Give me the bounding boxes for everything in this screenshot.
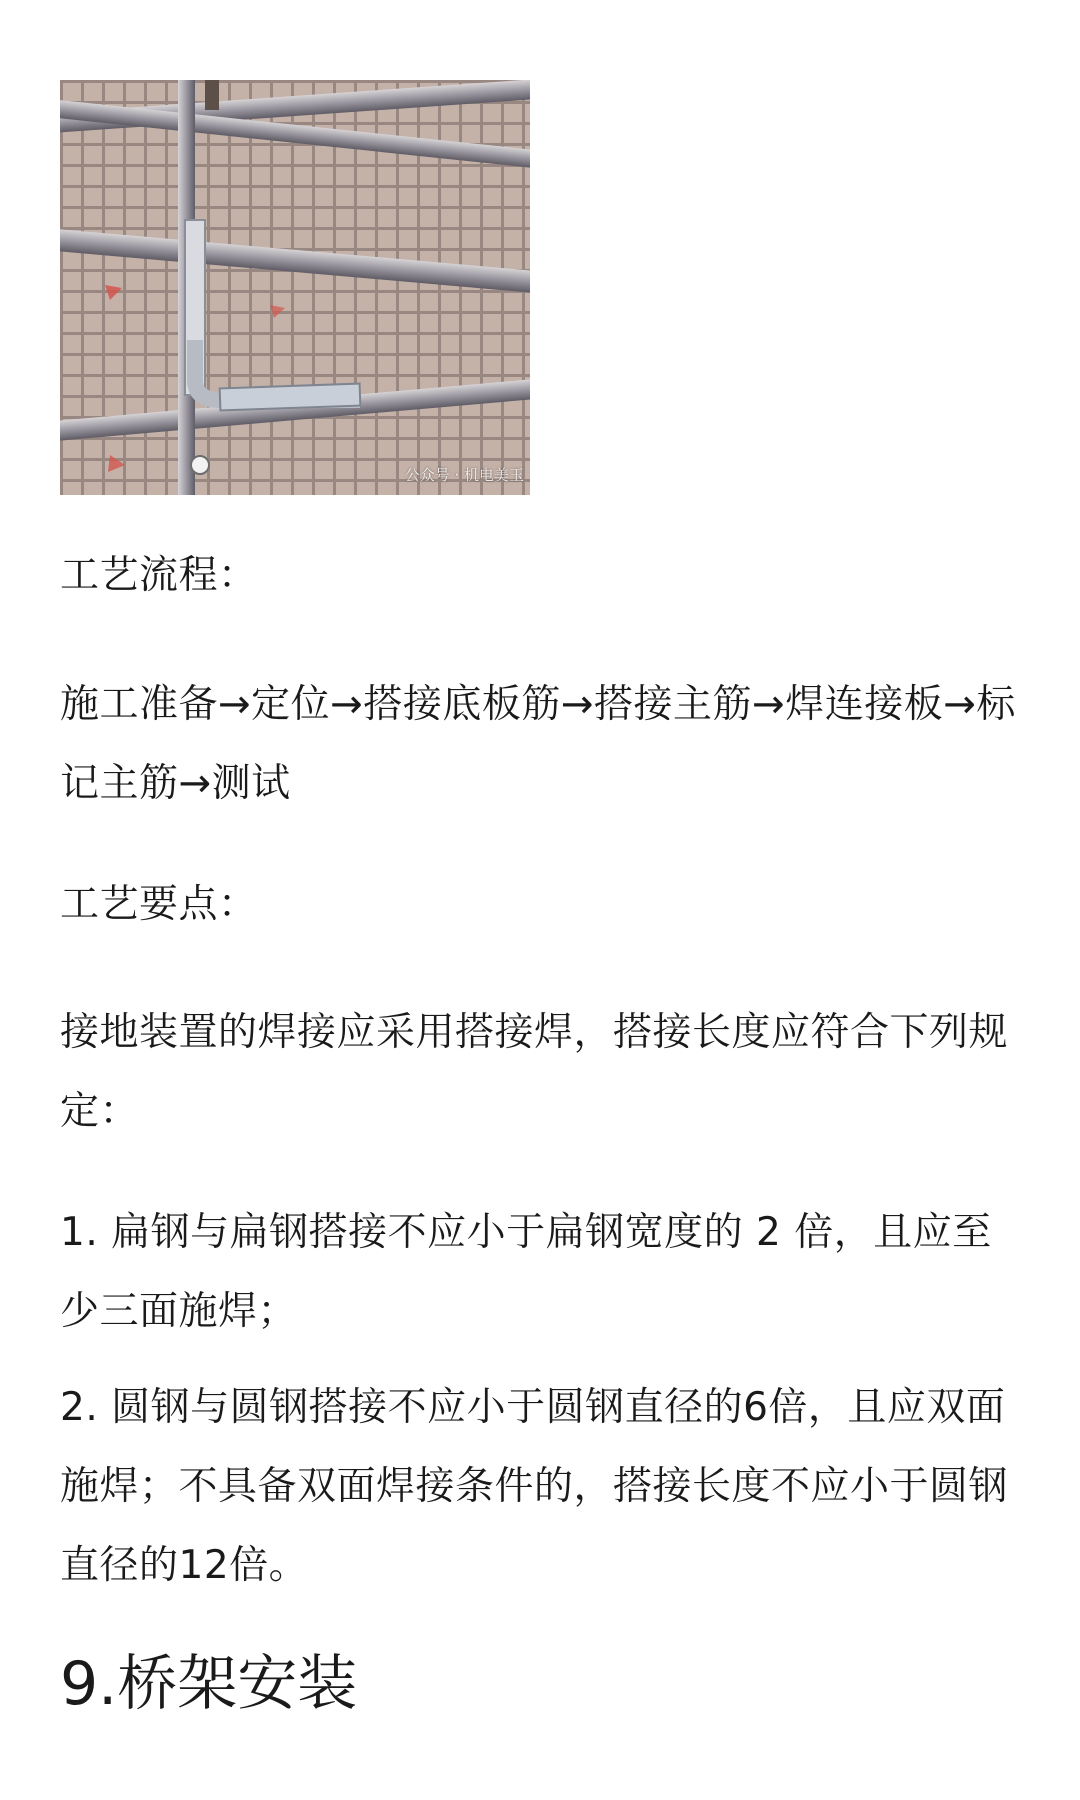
- process-flow-label: 工艺流程：: [60, 553, 258, 598]
- section-heading-cable-tray: 9.桥架安装: [60, 1649, 358, 1719]
- key-points-label: 工艺要点：: [60, 882, 258, 927]
- rule-round-steel: 2. 圆钢与圆钢搭接不应小于圆钢直径的6倍，且应双面施焊；不具备双面焊接条件的，搭接长度不应小于圆钢直径的12倍。: [60, 1385, 1009, 1588]
- process-flow-steps: 施工准备→定位→搭接底板筋→搭接主筋→焊连接板→标记主筋→测试: [60, 682, 1016, 806]
- photo-watermark: 公众号 · 机电美玉: [404, 466, 524, 484]
- photo-illustration: [60, 80, 530, 495]
- welding-rules-intro: 接地装置的焊接应采用搭接焊，搭接长度应符合下列规定：: [60, 1010, 1009, 1134]
- rule-flat-steel: 1. 扁钢与扁钢搭接不应小于扁钢宽度的 2 倍，且应至少三面施焊；: [60, 1210, 992, 1334]
- rebar-welding-photo: [60, 80, 530, 495]
